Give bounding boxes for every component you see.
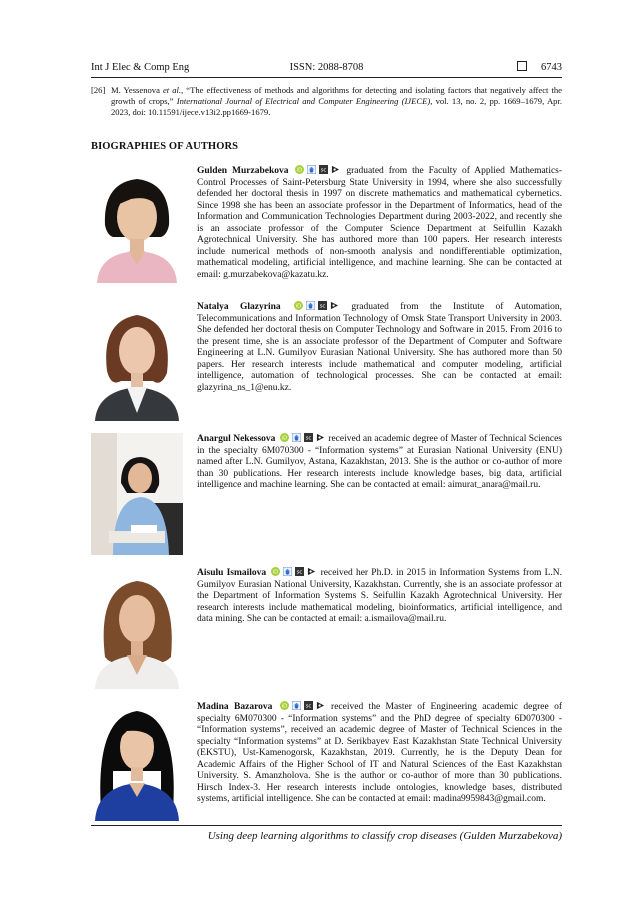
- footer-rule: [91, 825, 562, 826]
- reference-etal: et al.: [162, 85, 182, 95]
- scopus-icon[interactable]: [304, 433, 313, 442]
- author-biography: received her Ph.D. in 2015 in Information Systems from L.N. Gumilyov Eurasian National University, Kazakhstan. Currently, she is an associate professor at the Department of Information Systems S. Seifullin Kazakh Agrotechnical University. Her research interests include mathematical modeling, bioinformatics, artificial intelligence, and data mining. She can be contacted at email: a.ismailova@mail.ru.: [197, 568, 563, 624]
- author-photo: [91, 165, 183, 283]
- scopus-icon[interactable]: [304, 701, 313, 710]
- publons-icon[interactable]: [316, 701, 325, 710]
- author-name: Anargul Nekessova: [197, 434, 276, 444]
- author-name: Aisulu Ismailova: [197, 568, 267, 578]
- reference-number: [26]: [91, 85, 106, 95]
- orcid-icon[interactable]: [271, 567, 280, 576]
- svg-text:sc: sc: [305, 435, 312, 442]
- scholar-icon[interactable]: [292, 701, 301, 710]
- journal-name: Int J Elec & Comp Eng: [91, 62, 190, 73]
- scopus-icon[interactable]: [318, 301, 327, 310]
- orcid-icon[interactable]: [280, 433, 289, 442]
- svg-text:iD: iD: [273, 569, 279, 576]
- author-photo: [91, 701, 183, 821]
- svg-text:iD: iD: [281, 703, 288, 710]
- reference-journal: International Journal of Electrical and Computer Engineering (IJECE): [176, 96, 431, 106]
- orcid-icon[interactable]: [294, 301, 303, 310]
- square-icon: [517, 61, 527, 71]
- svg-text:sc: sc: [321, 167, 327, 174]
- scholar-icon[interactable]: [283, 567, 292, 576]
- svg-text:sc: sc: [319, 303, 326, 310]
- svg-text:iD: iD: [297, 167, 303, 174]
- scopus-icon[interactable]: [319, 165, 328, 174]
- reference-entry: [91, 85, 562, 118]
- reference-details: , vol. 13, no. 2, pp. 1669–1679, Apr. 2023, doi: 10.11591/ijece.v13i2.pp1669-1679.: [111, 96, 563, 117]
- svg-text:sc: sc: [297, 569, 303, 576]
- publons-icon[interactable]: [316, 433, 325, 442]
- author-name: Natalya Glazyrina: [197, 302, 281, 312]
- issn: ISSN: 2088-8708: [289, 62, 364, 73]
- orcid-icon[interactable]: [295, 165, 304, 174]
- svg-text:sc: sc: [305, 703, 312, 710]
- scopus-icon[interactable]: [295, 567, 304, 576]
- author-name: Gulden Murzabekova: [197, 166, 289, 176]
- page-number: 6743: [541, 62, 562, 73]
- author-photo: [91, 433, 183, 555]
- author-biography: received an academic degree of Master of Technical Sciences in the specialty 6M070300 - “Information systems” at Eurasian National University (ENU) named after L.N. Gumilyov, Astana, Kazakhstan, 2013. She is the author or co-author of more than 30 publications. Her research interests include knowledge bases, big data, artificial intelligence and machine learning. She can be contacted at email: aimurat_anara@mail.ru.: [197, 434, 563, 490]
- orcid-icon[interactable]: [280, 701, 289, 710]
- publons-icon[interactable]: [330, 301, 339, 310]
- author-name: Madina Bazarova: [197, 702, 273, 712]
- reference-title: , “The effectiveness of methods and algorithms for detecting and isolating factors that negatively affect the growth of crops,”: [111, 85, 562, 106]
- author-photo: [91, 301, 183, 421]
- publons-icon[interactable]: [307, 567, 316, 576]
- header-rule: [91, 77, 562, 78]
- running-header: [91, 60, 562, 76]
- svg-text:iD: iD: [295, 303, 302, 310]
- reference-authors: M. Yessenova: [111, 85, 163, 95]
- section-title: BIOGRAPHIES OF AUTHORS: [91, 141, 239, 152]
- publons-icon[interactable]: [331, 165, 340, 174]
- scholar-icon[interactable]: [307, 165, 316, 174]
- scholar-icon[interactable]: [292, 433, 301, 442]
- svg-text:iD: iD: [281, 435, 288, 442]
- running-footer: Using deep learning algorithms to classify crop diseases (Gulden Murzabekova): [207, 830, 562, 842]
- scholar-icon[interactable]: [306, 301, 315, 310]
- author-photo: [91, 567, 183, 689]
- author-biography: received the Master of Engineering academic degree of specialty 6M070300 - “Information systems” and the PhD degree of specialty 6D070300 - “Information systems”, received an academic degree of Master of Technical Sciences in the specialty “Information systems” at D. Serikbayev East Kazakhstan State Technical University (EKSTU), Ust-Kamenogorsk, Kazakhstan, 2019. Currently, he is the Deputy Dean for Academic Affairs of the Higher School of IT and Natural Sciences of the East Kazakhstan University. S. Amanzholova. She is the author or co-author of more than 30 publications. Hirsch Index-3. Her research interests include ontologies, knowledge bases, distributed systems, artificial intelligence. She can be contacted at email: madina9959843@gmail.com.: [197, 702, 562, 804]
- author-biography: graduated from the Faculty of Applied Mathematics-Control Processes of Saint-Petersburg State University in 1994, where she also successfully defended her doctoral thesis in 1997 on discrete mathematics and mathematical cybernetics. Since 1998 she has been an associate professor in the Department of Informatics, head of the Information and Communication Technologies Department during 2003-2022, and recently she is an associate professor of the Computer Science Department at Seifullin Kazakh Agrotechnical University. She has authored more than 100 papers. Her research interests include numerical methods of non-smooth analysis and nondifferentiable optimization, mathematical modeling, artificial intelligence, and machine learning. She can be contacted at email: g.murzabekova@kazatu.kz.: [197, 166, 563, 280]
- author-biography: graduated from the Institute of Automation, Telecommunications and Information Technology of Omsk State Transport University in 2003. She defended her doctoral thesis on Computer Technology and Software in 2015. From 2016 to the present time, she is an associate professor of the Department of Computer and Software Engineering at L.N. Gumilyov Eurasian National University. She has authored more than 50 papers. Her research interests include mathematical and computer modeling, artificial intelligence, automation of technological processes. She can be contacted at email: glazyrina_ns_1@enu.kz.: [197, 302, 562, 393]
